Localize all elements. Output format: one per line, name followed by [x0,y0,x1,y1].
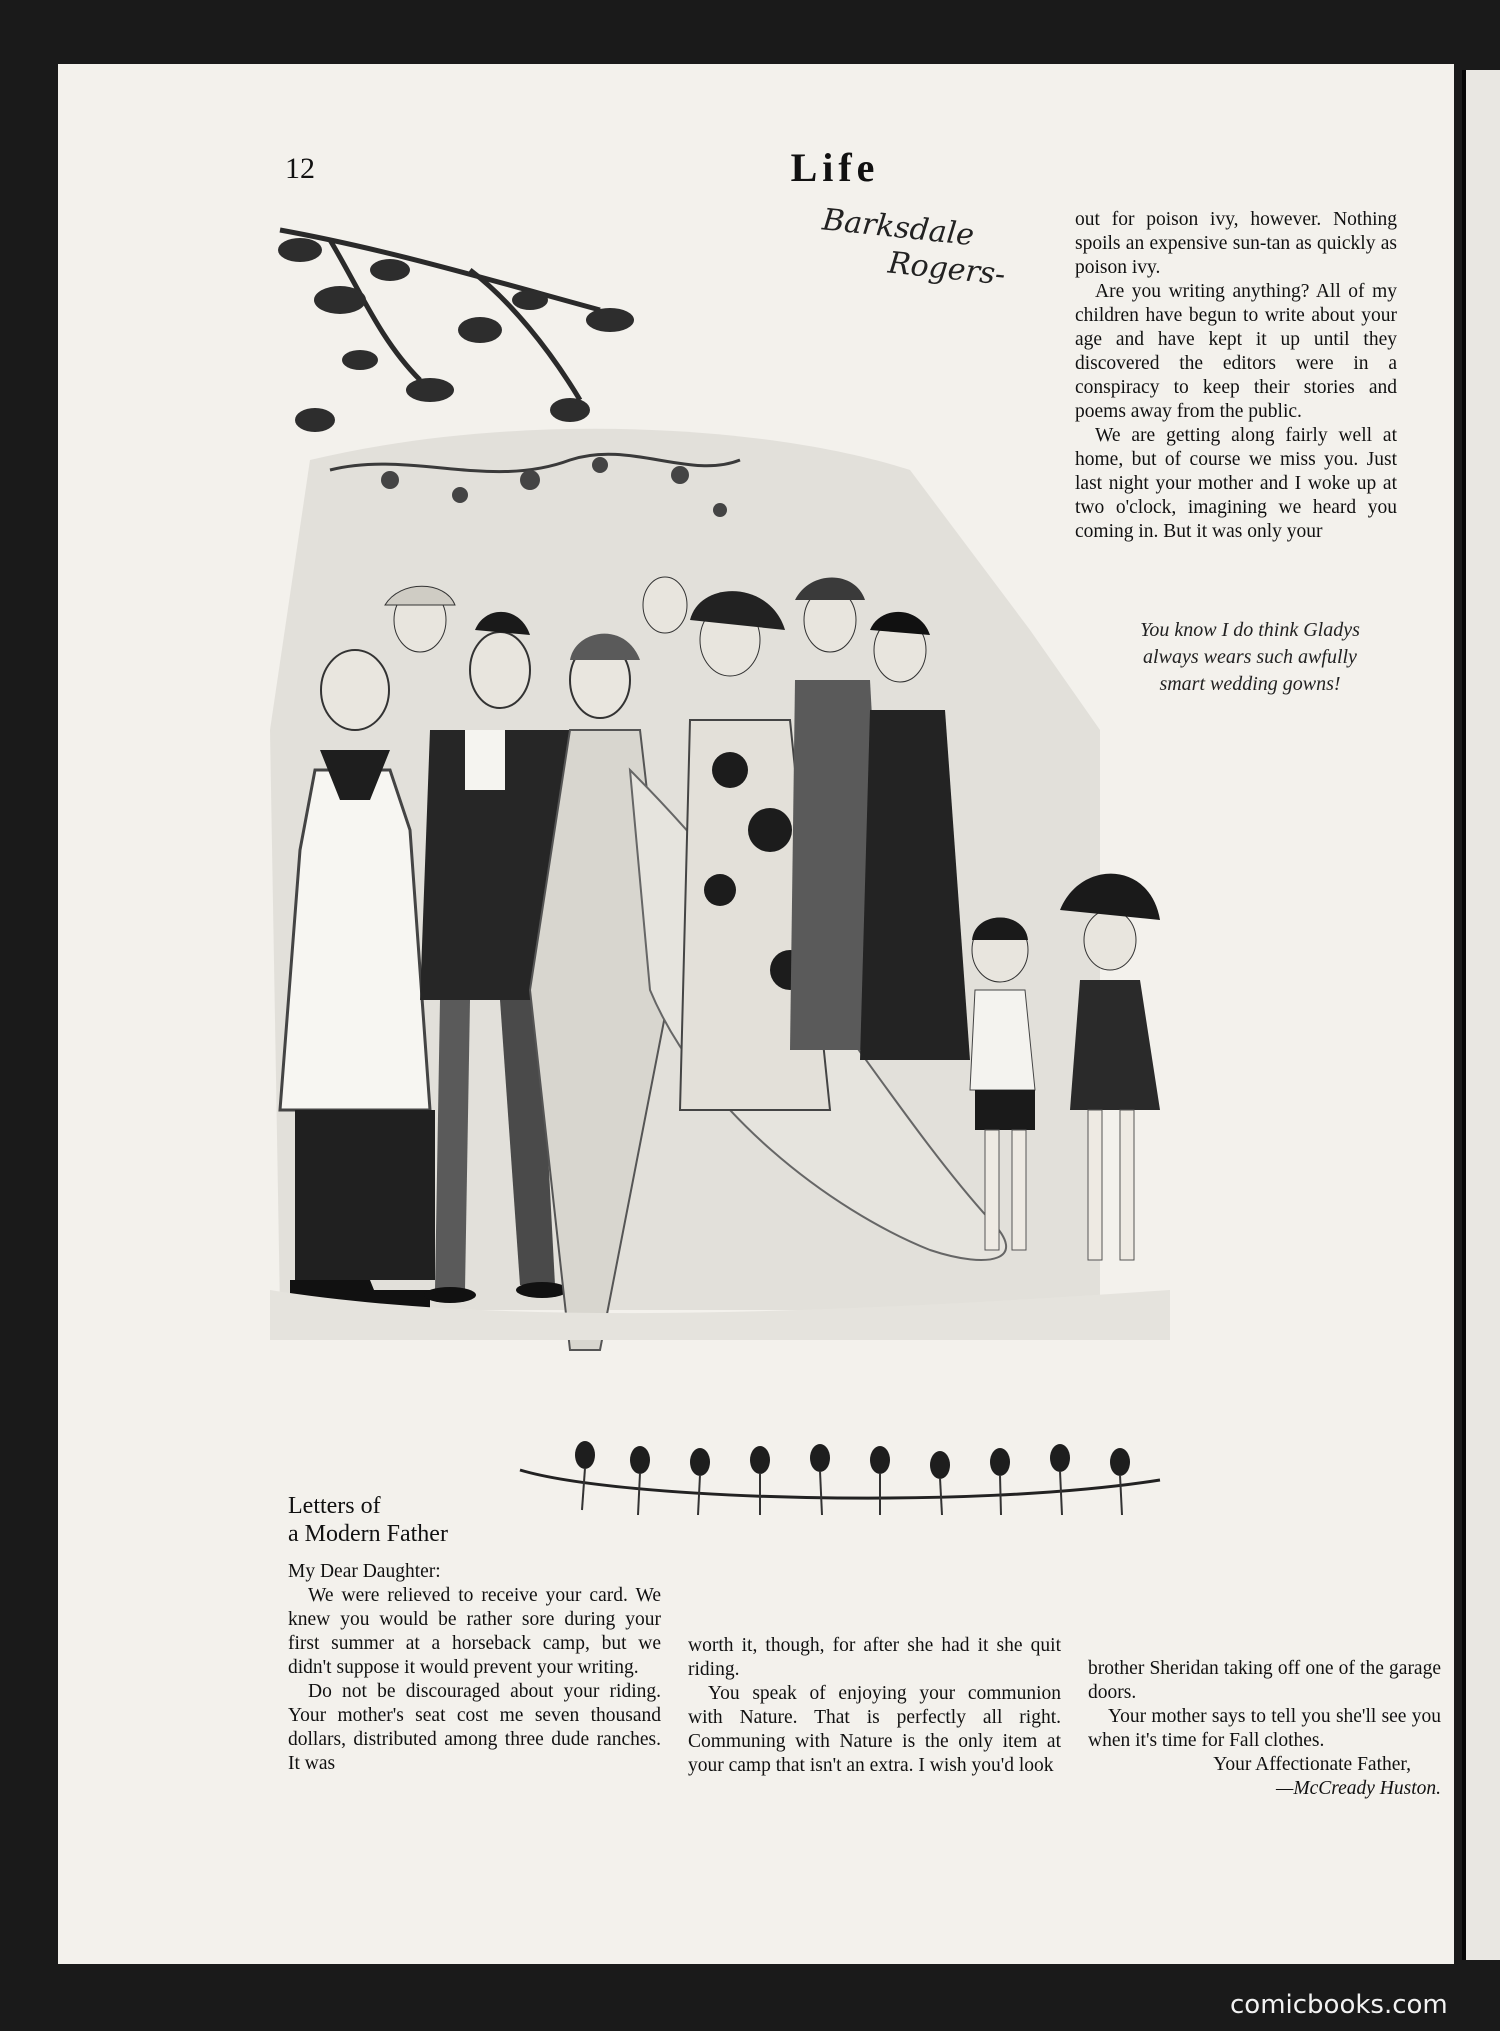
caption-line: You know I do think Gladys [1140,619,1360,641]
article-column-top-right [1075,208,1397,544]
paragraph: Your mother says to tell you she'll see you when it's time for Fall clothes. [1088,1706,1441,1751]
author-byline: —McCready Huston. [1275,1778,1441,1799]
artist-signature: Barksdale Rogers- [820,202,1007,293]
article-column-1 [288,1560,661,1776]
paragraph: Are you writing anything? All of my children have begun to write about your age and have kept it up until they discovered the editors were in a conspiracy to keep their stories and poems away from the public. [1075,281,1397,422]
site-watermark: comicbooks.com [1230,1990,1448,2020]
masthead: Life [790,145,880,190]
paragraph: brother Sheridan taking off one of the garage doors. [1088,1658,1441,1703]
paragraph: Do not be discouraged about your riding. Your mother's seat cost me seven thousand dollars, distributed among three dude ranches. It was [288,1681,661,1774]
caption-line: smart wedding gowns! [1159,673,1341,695]
paragraph: worth it, though, for after she had it she quit riding. [688,1635,1061,1680]
page-number: 12 [285,152,315,185]
closing: Your Affectionate Father, [1213,1754,1411,1775]
article-title: Letters of a Modern Father [288,1493,448,1547]
paragraph: We were relieved to receive your card. We knew you would be rather sore during your first summer at a horseback camp, but we didn't suppose it would prevent your writing. [288,1585,661,1678]
caption-line: always wears such awfully [1143,646,1357,668]
paragraph: We are getting along fairly well at home, but of course we miss you. Just last night your mother and I woke up at two o'clock, imagining we heard you coming in. But it was only your [1075,425,1397,542]
article-column-2 [688,1634,1061,1778]
article-column-3 [1088,1657,1441,1801]
paragraph: out for poison ivy, however. Nothing spoils an expensive sun-tan as quickly as poison ivy. [1075,209,1397,278]
salutation: My Dear Daughter: [288,1561,441,1582]
cartoon-caption [1100,617,1400,698]
paragraph: You speak of enjoying your communion with Nature. That is perfectly all right. Communing with Nature is the only item at your camp that isn't an extra. I wish you'd look [688,1683,1061,1776]
